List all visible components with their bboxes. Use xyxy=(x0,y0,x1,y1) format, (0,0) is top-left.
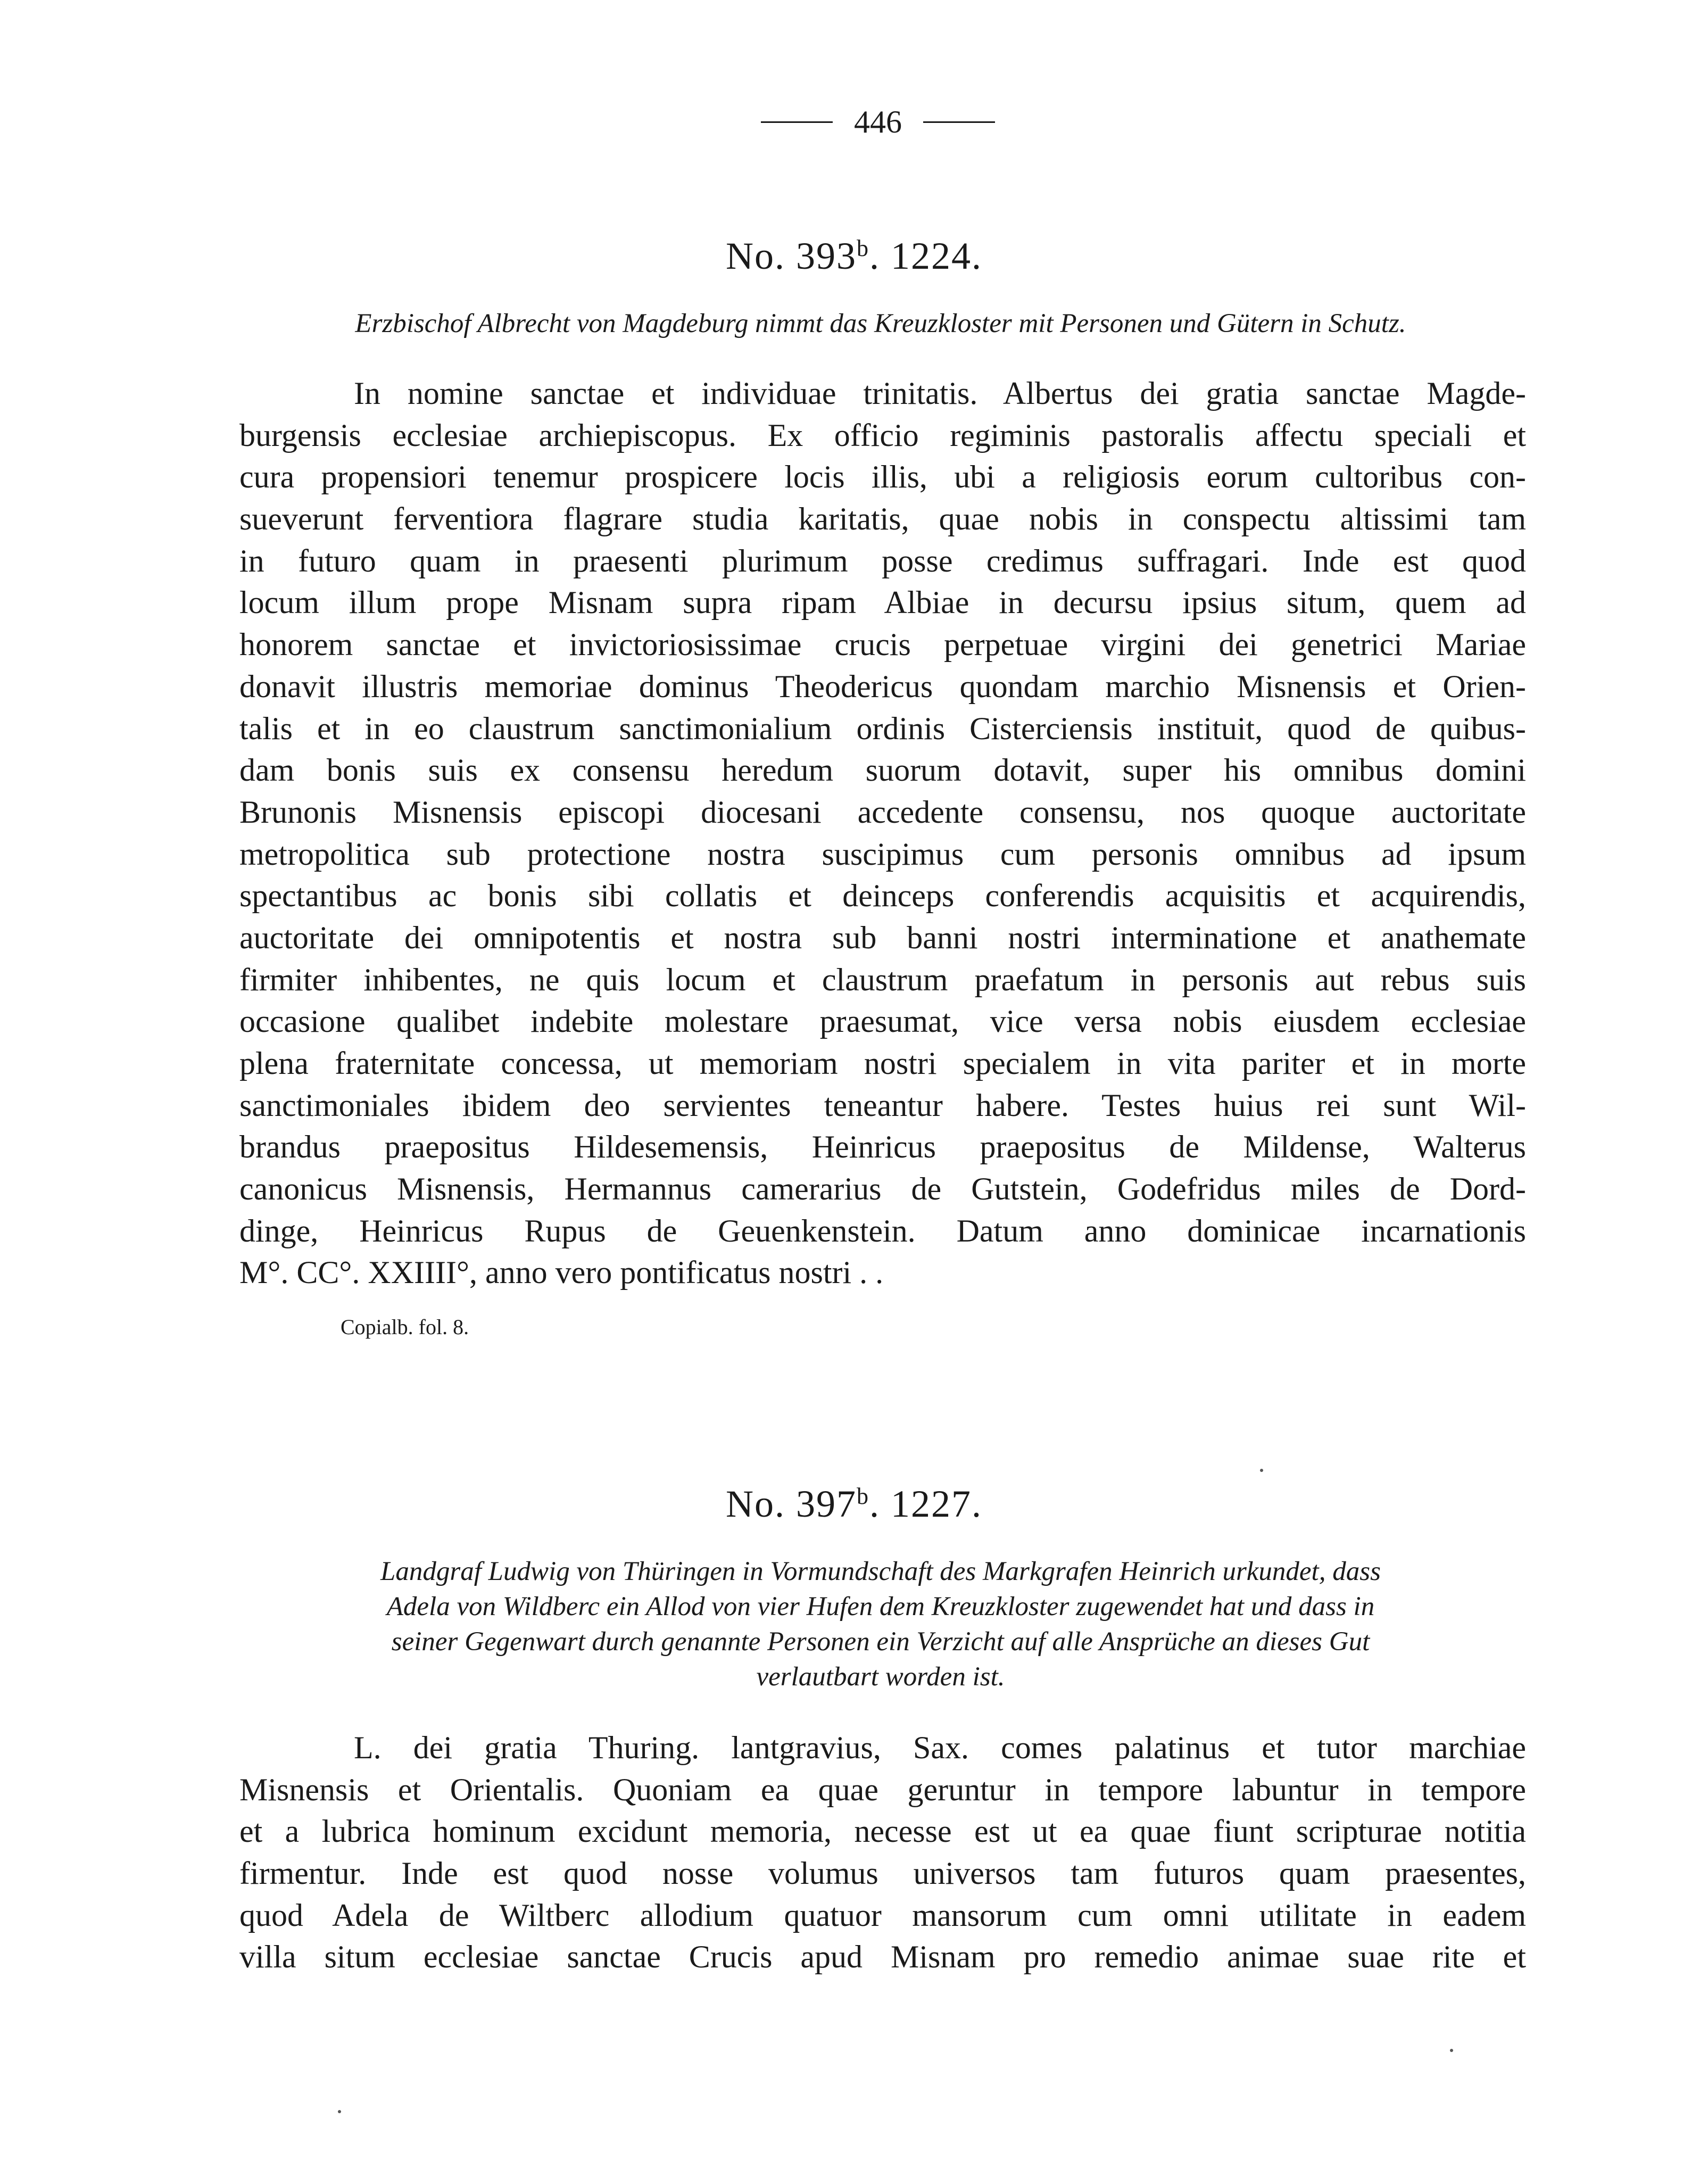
regest-line: Landgraf Ludwig von Thüringen in Vormundschaft des Markgrafen Heinrich urkundet, dass xyxy=(380,1557,1381,1586)
document-suffix: b xyxy=(857,1483,869,1509)
document-year: . 1227. xyxy=(869,1483,982,1525)
text-line: villa situm ecclesiae sanctae Crucis apud Misnam pro remedio animae suae rite et xyxy=(239,1939,1526,1975)
page-number xyxy=(740,104,1016,140)
scan-speck xyxy=(1260,1469,1263,1472)
regest-line: Erzbischof Albrecht von Magdeburg nimmt das Kreuzkloster mit Personen und Gütern in Schutz. xyxy=(355,309,1406,338)
text-line: brandus praepositus Hildesemensis, Heinricus praepositus de Mildense, Walterus xyxy=(239,1129,1526,1165)
text-line: Misnensis et Orientalis. Quoniam ea quae geruntur in tempore labuntur in tempore xyxy=(239,1772,1526,1807)
text-line: sueverunt ferventiora flagrare studia karitatis, quae nobis in conspectu altissimi tam xyxy=(239,501,1526,537)
text-line: firmentur. Inde est quod nosse volumus universos tam futuros quam praesentes, xyxy=(239,1856,1526,1891)
text-line: quod Adela de Wiltberc allodium quatuor mansorum cum omni utilitate in eadem xyxy=(239,1897,1526,1933)
text-line: dinge, Heinricus Rupus de Geuenkenstein. Datum anno dominicae incarnationis xyxy=(239,1213,1526,1248)
document-number: No. 393 xyxy=(726,235,857,277)
text-line: Brunonis Misnensis episcopi diocesani accedente consensu, nos quoque auctoritate xyxy=(239,794,1526,830)
regest-line: seiner Gegenwart durch genannte Personen ein Verzicht auf alle Ansprüche an dieses Gut xyxy=(391,1627,1370,1657)
document-heading-1 xyxy=(0,234,1708,278)
text-line: donavit illustris memoriae dominus Theodericus quondam marchio Misnensis et Orien- xyxy=(239,668,1526,704)
text-line: burgensis ecclesiae archiepiscopus. Ex officio regiminis pastoralis affectu speciali et xyxy=(239,417,1526,453)
text-line: M°. CC°. XXIIII°, anno vero pontificatus nostri . . xyxy=(239,1255,884,1290)
text-line: talis et in eo claustrum sanctimonialium ordinis Cisterciensis instituit, quod de quibus- xyxy=(239,710,1526,746)
text-line: sanctimoniales ibidem deo servientes teneantur habere. Testes huius rei sunt Wil- xyxy=(239,1087,1526,1123)
text-line: locum illum prope Misnam supra ripam Albiae in decursu ipsius situm, quem ad xyxy=(239,585,1526,621)
regest-line: verlautbart worden ist. xyxy=(756,1662,1005,1692)
source-note: Copialb. fol. 8. xyxy=(341,1315,469,1339)
text-line: spectantibus ac bonis sibi collatis et deinceps conferendis acquisitis et acquirendis, xyxy=(239,878,1526,914)
text-line: in futuro quam in praesenti plurimum posse credimus suffragari. Inde est quod xyxy=(239,543,1526,578)
document-suffix: b xyxy=(857,235,869,261)
text-line: In nomine sanctae et individuae trinitatis. Albertus dei gratia sanctae Magde- xyxy=(354,376,1526,411)
text-line: metropolitica sub protectione nostra suscipimus cum personis omnibus ad ipsum xyxy=(239,836,1526,872)
text-line: plena fraternitate concessa, ut memoriam nostri specialem in vita pariter et in morte xyxy=(239,1046,1526,1081)
regest-line: Adela von Wildberc ein Allod von vier Hufen dem Kreuzkloster zugewendet hat und dass in xyxy=(386,1592,1375,1622)
text-line: firmiter inhibentes, ne quis locum et claustrum praefatum in personis aut rebus suis xyxy=(239,962,1526,997)
right-rule xyxy=(923,121,995,123)
document-body-1 xyxy=(239,373,1526,1294)
scan-speck xyxy=(338,2110,341,2113)
text-line: L. dei gratia Thuring. lantgravius, Sax. comes palatinus et tutor marchiae xyxy=(354,1730,1526,1765)
document-year: . 1224. xyxy=(869,235,982,277)
text-line: auctoritate dei omnipotentis et nostra sub banni nostri interminatione et anathemate xyxy=(239,920,1526,955)
document-body-2 xyxy=(239,1727,1526,1978)
page-number-text: 446 xyxy=(854,104,902,139)
left-rule xyxy=(761,121,833,123)
text-line: honorem sanctae et invictoriosissimae crucis perpetuae virgini dei genetrici Mariae xyxy=(239,627,1526,663)
document-regest-2 xyxy=(234,1554,1527,1694)
text-line: cura propensiori tenemur prospicere locis illis, ubi a religiosis eorum cultoribus con- xyxy=(239,459,1526,495)
text-line: et a lubrica hominum excidunt memoria, necesse est ut ea quae fiunt scripturae notitia xyxy=(239,1814,1526,1849)
text-line: occasione qualibet indebite molestare praesumat, vice versa nobis eiusdem ecclesiae xyxy=(239,1004,1526,1039)
text-line: canonicus Misnensis, Hermannus camerarius de Gutstein, Godefridus miles de Dord- xyxy=(239,1171,1526,1207)
text-line: dam bonis suis ex consensu heredum suorum dotavit, super his omnibus domini xyxy=(239,752,1526,788)
document-regest-1 xyxy=(234,306,1527,341)
document-number: No. 397 xyxy=(726,1483,857,1525)
scan-speck xyxy=(1450,2049,1453,2052)
document-heading-2 xyxy=(0,1482,1708,1526)
